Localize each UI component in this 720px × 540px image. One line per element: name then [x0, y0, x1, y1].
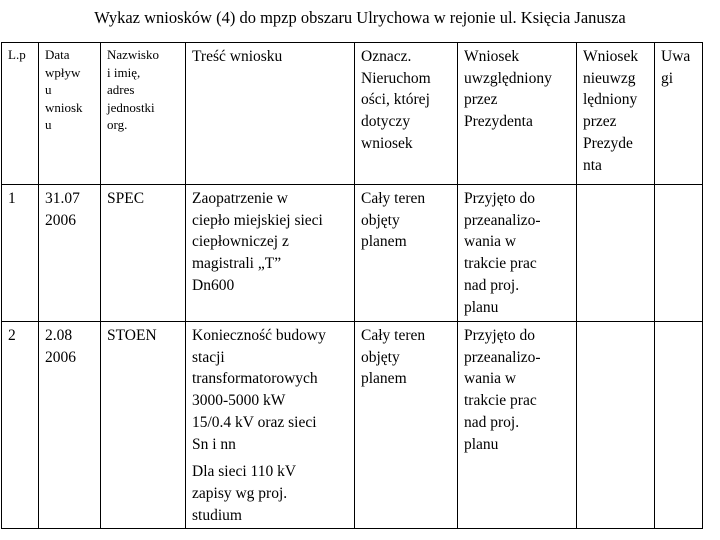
cell-tresc: [186, 185, 355, 322]
table-row: [2, 185, 703, 322]
cell-lp: 1: [2, 185, 39, 322]
cell-tresc-text: Zaopatrzenie w ciepło miejskiej sieci ciepłowniczej z magistrali „T” Dn600: [192, 190, 323, 294]
header-lp: L.p: [2, 43, 39, 185]
cell-uwzgl: Przyjęto do przeanalizo- wania w trakcie prac nad proj. planu: [458, 185, 577, 322]
cell-nazwisko: STOEN: [101, 322, 186, 529]
header-nazwisko: Nazwisko i imię, adres jednostki org.: [101, 43, 186, 185]
cell-nieuwzgl: [577, 185, 655, 322]
header-uwagi: Uwa gi: [655, 43, 703, 185]
cell-oznacz: Cały teren objęty planem: [355, 322, 458, 529]
cell-lp: 2: [2, 322, 39, 529]
cell-uwzgl: Przyjęto do przeanalizo- wania w trakcie prac nad proj. planu: [458, 322, 577, 529]
cell-nieuwzgl: [577, 322, 655, 529]
header-nieuwzgl: Wniosek nieuwzg lędniony przez Prezyde nta: [577, 43, 655, 185]
cell-tresc-extra: Dla sieci 110 kV zapisy wg proj. studium: [192, 463, 297, 524]
cell-nazwisko: SPEC: [101, 185, 186, 322]
cell-uwagi: [655, 185, 703, 322]
table-header-row: [2, 43, 703, 185]
cell-data: 2.08 2006: [39, 322, 101, 529]
page-title: Wykaz wniosków (4) do mpzp obszaru Ulrychowa w rejonie ul. Księcia Janusza: [94, 8, 626, 27]
header-data: Data wpływ u wniosk u: [39, 43, 101, 185]
cell-tresc: [186, 322, 355, 529]
table-row: [2, 322, 703, 529]
cell-oznacz: Cały teren objęty planem: [355, 185, 458, 322]
header-oznacz: Oznacz. Nieruchom ości, której dotyczy wniosek: [355, 43, 458, 185]
requests-table: [1, 42, 703, 529]
header-tresc: Treść wniosku: [186, 43, 355, 185]
cell-uwagi: [655, 322, 703, 529]
cell-tresc-text: Konieczność budowy stacji transformatorowych 3000-5000 kW 15/0.4 kV oraz sieci Sn i nn: [192, 327, 326, 453]
header-uwzgl: Wniosek uwzględniony przez Prezydenta: [458, 43, 577, 185]
cell-data: 31.07 2006: [39, 185, 101, 322]
